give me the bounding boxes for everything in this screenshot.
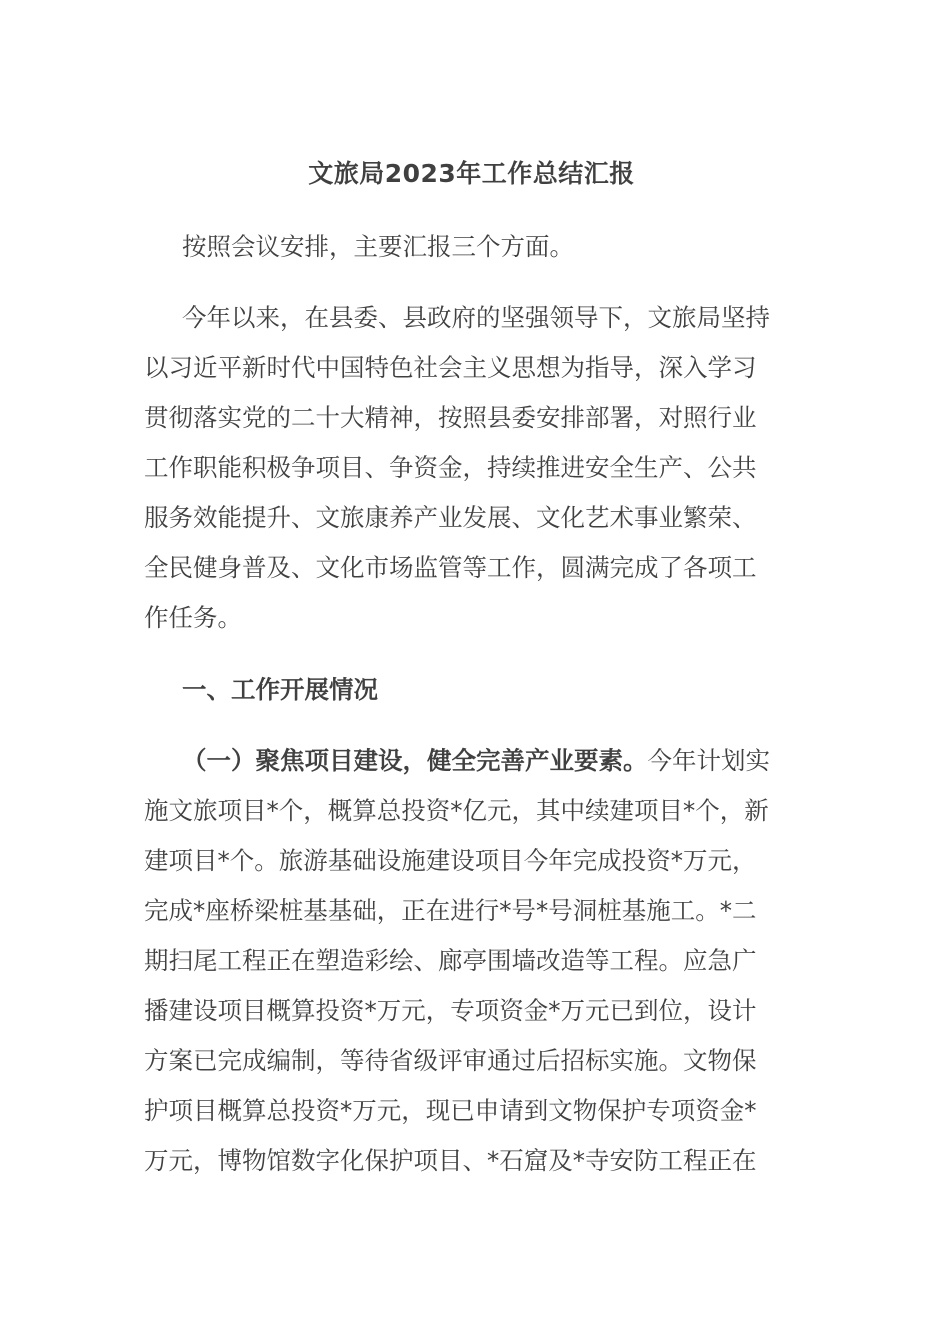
summary-line: 作任务。 <box>144 603 242 632</box>
document-title: 文旅局2023年工作总结汇报 <box>308 159 635 188</box>
subsection-first-line <box>144 736 799 786</box>
subsection-line: 建项目*个。旅游基础设施建设项目今年完成投资*万元， <box>144 846 757 875</box>
summary-line: 今年以来，在县委、县政府的坚强领导下，文旅局坚持 <box>182 303 770 332</box>
subsection-paragraph <box>144 736 799 1186</box>
subsection-line: 方案已完成编制，等待省级评审通过后招标实施。文物保 <box>144 1046 757 1075</box>
subsection-heading: （一）聚焦项目建设，健全完善产业要素。 <box>182 746 648 775</box>
subsection-line: 播建设项目概算投资*万元，专项资金*万元已到位，设计 <box>144 996 757 1025</box>
subsection-line: 施文旅项目*个，概算总投资*亿元，其中续建项目*个，新 <box>144 796 769 825</box>
summary-line: 以习近平新时代中国特色社会主义思想为指导，深入学习 <box>144 353 757 382</box>
subsection-text: 今年计划实 <box>647 746 770 775</box>
summary-line: 全民健身普及、文化市场监管等工作，圆满完成了各项工 <box>144 553 757 582</box>
summary-line: 工作职能积极争项目、争资金，持续推进安全生产、公共 <box>144 453 757 482</box>
subsection-line: 期扫尾工程正在塑造彩绘、廊亭围墙改造等工程。应急广 <box>144 946 757 975</box>
subsection-line: 万元，博物馆数字化保护项目、*石窟及*寺安防工程正在 <box>144 1146 757 1175</box>
summary-paragraph <box>144 293 799 643</box>
summary-line: 服务效能提升、文旅康养产业发展、文化艺术事业繁荣、 <box>144 503 757 532</box>
subsection-line: 护项目概算总投资*万元，现已申请到文物保护专项资金* <box>144 1096 757 1125</box>
summary-line: 贯彻落实党的二十大精神，按照县委安排部署，对照行业 <box>144 403 757 432</box>
subsection-line: 完成*座桥梁桩基基础，正在进行*号*号洞桩基施工。*二 <box>144 896 757 925</box>
section-heading: 一、工作开展情况 <box>182 675 378 704</box>
intro-paragraph: 按照会议安排，主要汇报三个方面。 <box>182 232 574 261</box>
